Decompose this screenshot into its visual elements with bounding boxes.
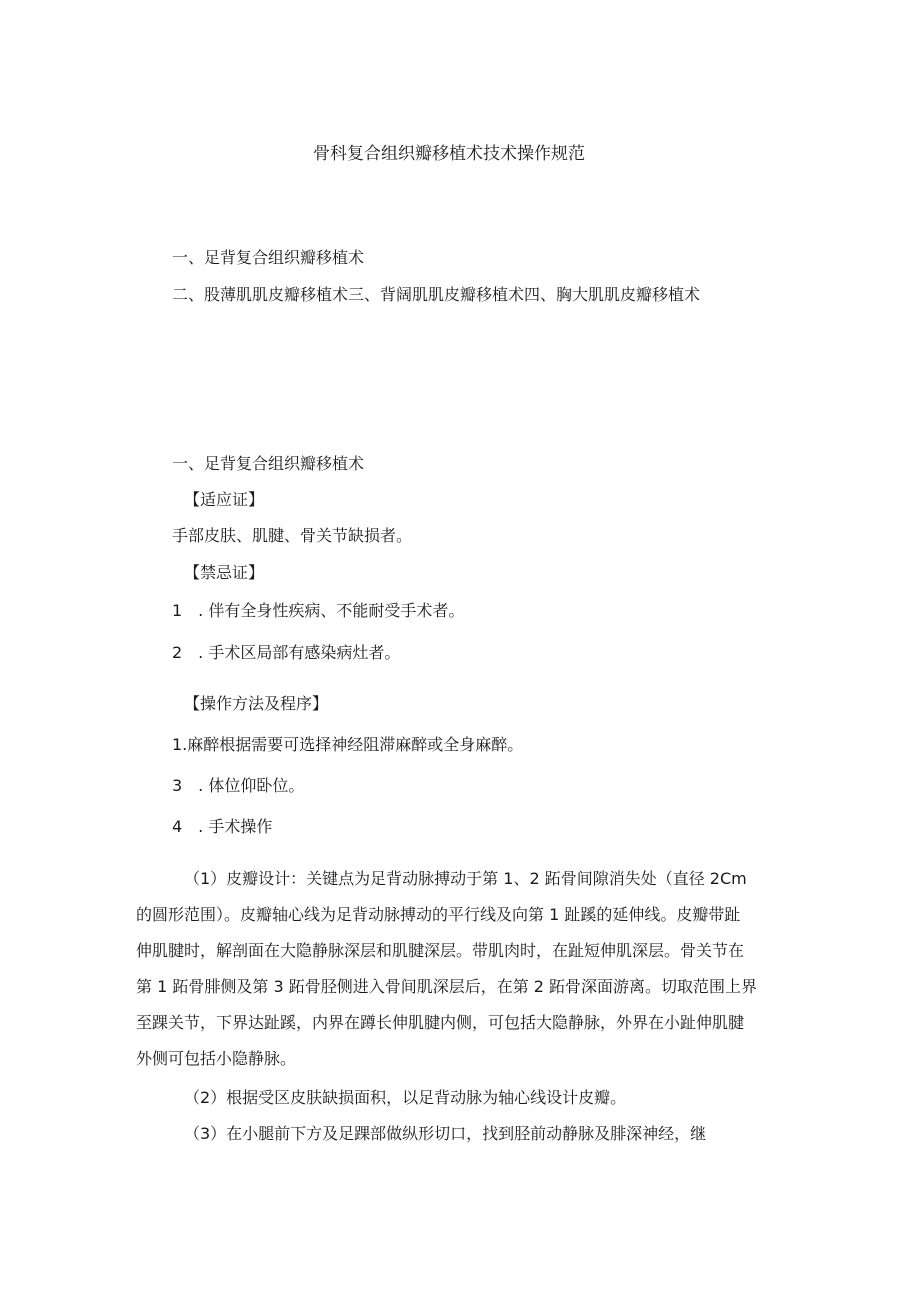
contraindication-2: 2 . 手术区局部有感染病灶者。: [172, 643, 401, 662]
paragraph-line: 第 1 跖骨腓侧及第 3 跖骨胫侧进入骨间肌深层后，在第 2 跖骨深面游离。切取范围上界: [136, 977, 758, 996]
indications-text: 手部皮肤、肌腱、骨关节缺损者。: [172, 526, 413, 545]
contraindication-1: 1 . 伴有全身性疾病、不能耐受手术者。: [172, 601, 465, 620]
paragraph-line: 外侧可包括小隐静脉。: [136, 1049, 297, 1068]
page-title: 骨科复合组织瓣移植术技术操作规范: [313, 144, 585, 164]
paragraph-line: 的圆形范围）。皮瓣轴心线为足背动脉搏动的平行线及向第 1 趾蹊的延伸线。皮瓣带趾: [136, 905, 741, 924]
toc-item-1: 一、足背复合组织瓣移植术: [172, 248, 365, 267]
toc-item-2: 二、股薄肌肌皮瓣移植术三、背阔肌肌皮瓣移植术四、胸大肌肌皮瓣移植术: [172, 285, 701, 304]
step-3: 3 . 体位仰卧位。: [172, 776, 305, 795]
step-4: 4 . 手术操作: [172, 817, 273, 836]
paragraph-2: （2）根据受区皮肤缺损面积，以足背动脉为轴心线设计皮瓣。: [184, 1088, 627, 1107]
paragraph-line: （1）皮瓣设计：关键点为足背动脉搏动于第 1、2 跖骨间隙消失处（直径 2Cm: [184, 869, 747, 888]
paragraph-line: 至踝关节，下界达趾蹊，内界在蹲长伸肌腱内侧，可包括大隐静脉，外界在小趾伸肌腱: [136, 1013, 745, 1032]
paragraph-flap-design: [136, 861, 784, 1077]
step-1: 1.麻醉根据需要可选择神经阻滞麻醉或全身麻醉。: [172, 735, 524, 754]
paragraph-line: 伸肌腱时，解剖面在大隐静脉深层和肌腱深层。带肌肉时，在趾短伸肌深层。骨关节在: [136, 941, 745, 960]
contraindications-label: 【禁忌证】: [184, 563, 265, 582]
paragraph-3: （3）在小腿前下方及足踝部做纵形切口，找到胫前动静脉及腓深神经，继: [184, 1124, 707, 1143]
indications-label: 【适应证】: [184, 490, 265, 509]
method-label: 【操作方法及程序】: [184, 694, 329, 713]
section-heading: 一、足背复合组织瓣移植术: [172, 454, 365, 473]
